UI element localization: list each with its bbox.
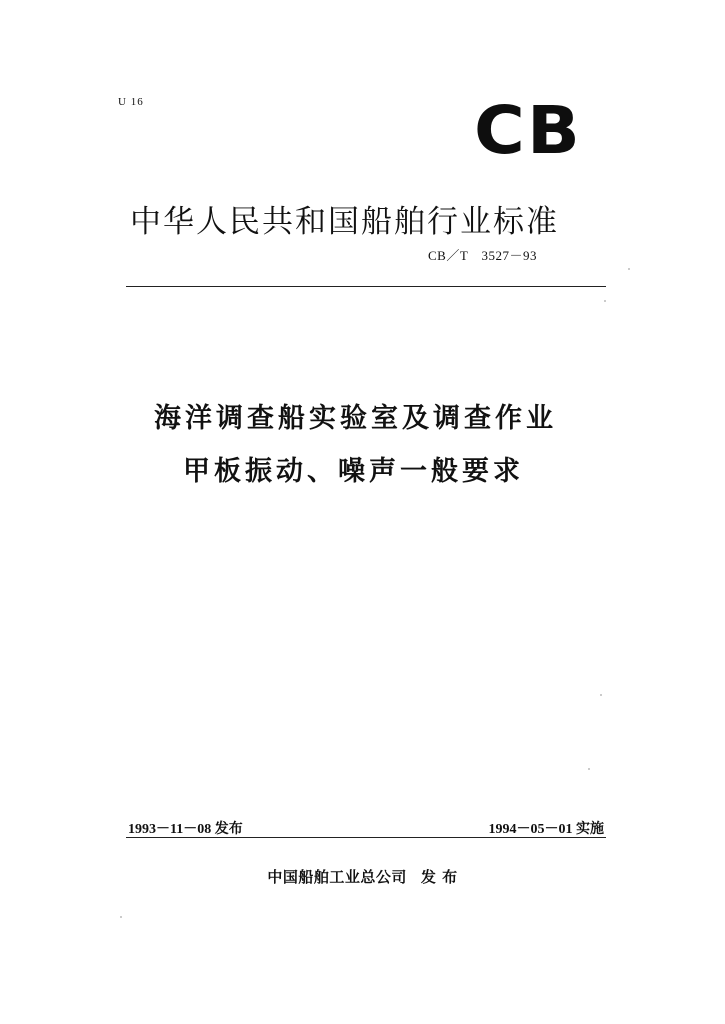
standard-number: CB／T 3527－93	[428, 248, 538, 263]
classification-code: U 16	[118, 96, 144, 108]
scan-speck	[120, 916, 122, 918]
scan-speck	[628, 268, 630, 270]
publisher	[0, 866, 725, 887]
publisher-name: 中国船舶工业总公司	[267, 868, 407, 886]
bottom-divider	[126, 837, 606, 838]
scan-speck	[588, 768, 590, 770]
document-title-line-2: 甲板振动、噪声一般要求	[183, 456, 524, 487]
issue-date: 1993－11－08 发布	[128, 822, 243, 837]
top-divider	[126, 286, 606, 287]
scan-speck	[600, 694, 602, 696]
document-title-line-1: 海洋调查船实验室及调查作业	[154, 403, 557, 434]
scan-speck	[604, 300, 606, 302]
implementation-date: 1994－05－01 实施	[488, 822, 604, 837]
standard-category-title: 中华人民共和国船舶行业标准	[130, 204, 559, 240]
publisher-label: 发 布	[420, 868, 458, 886]
cb-logo: CB	[474, 92, 582, 169]
